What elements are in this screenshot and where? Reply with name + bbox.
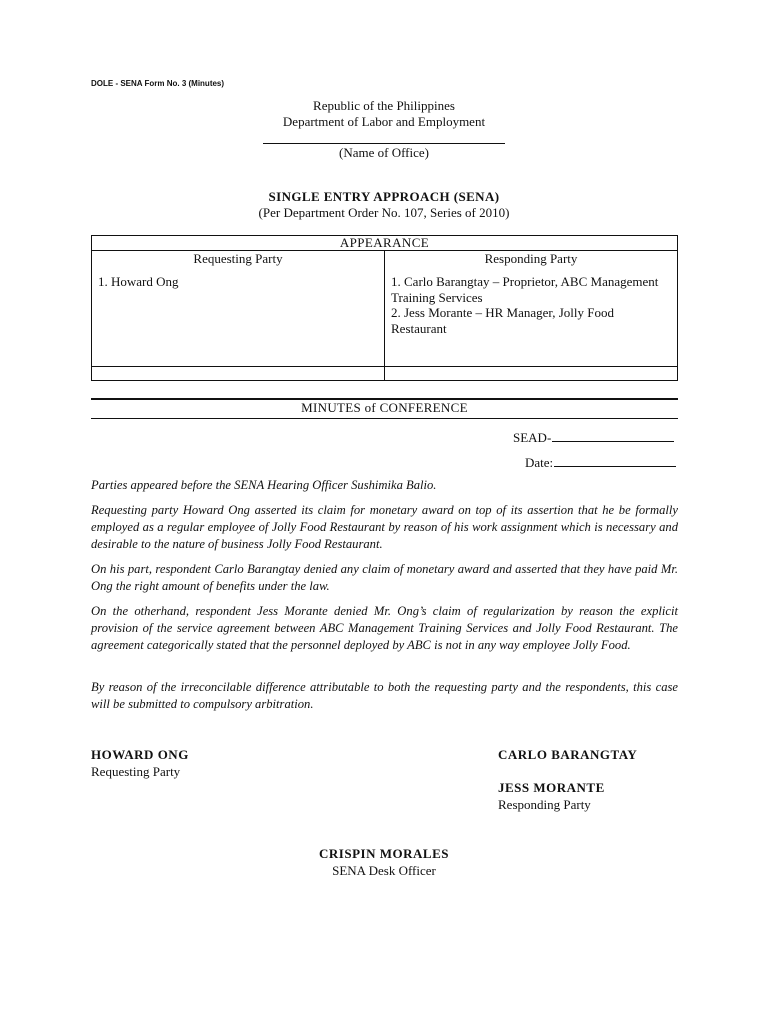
empty-cell	[92, 367, 385, 381]
department-line: Department of Labor and Employment	[282, 114, 486, 129]
minutes-bottom-rule	[91, 418, 678, 419]
office-name-blank	[263, 143, 505, 144]
sead-field	[513, 429, 674, 446]
minutes-paragraph: Parties appeared before the SENA Hearing Officer Sushimika Balio.	[91, 478, 437, 492]
requesting-party-signature	[91, 746, 189, 780]
minutes-paragraph: On his part, respondent Carlo Barangtay denied any claim of monetary award and asserted that they have paid Mr. Ong the right amount of benefits under the law.	[91, 562, 678, 593]
sead-blank[interactable]	[552, 429, 674, 442]
desk-officer-role: SENA Desk Officer	[332, 863, 436, 878]
document-title: SINGLE ENTRY APPROACH (SENA)	[268, 189, 500, 204]
appearance-table	[91, 235, 678, 381]
requesting-party-role: Requesting Party	[91, 764, 181, 779]
date-field	[525, 454, 676, 471]
requesting-party-header: Requesting Party	[92, 251, 385, 268]
desk-officer-signature	[0, 845, 768, 879]
minutes-paragraph: Requesting party Howard Ong asserted its claim for monetary award on top of its assertion that he be formally employed as a regular employee of Jolly Food Restaurant by reason of his work assignment which is necessary and desirable to the nature of business Jolly Food Restaurant.	[91, 503, 678, 551]
requesting-party-name: HOWARD ONG	[91, 747, 189, 762]
minutes-heading: MINUTES of CONFERENCE	[301, 400, 468, 415]
responding-party-header: Responding Party	[385, 251, 678, 268]
date-label: Date:	[525, 455, 554, 470]
responding-party-role: Responding Party	[498, 797, 591, 812]
document-subtitle: (Per Department Order No. 107, Series of 2010)	[258, 205, 510, 220]
minutes-paragraph: By reason of the irreconcilable difference attributable to both the requesting party and the respondents, this case will be submitted to compulsory arbitration.	[91, 680, 678, 711]
responding-party-name: JESS MORANTE	[498, 780, 605, 795]
requesting-party-item: 1. Howard Ong	[98, 274, 179, 289]
office-label: (Name of Office)	[339, 145, 429, 160]
empty-cell	[385, 367, 678, 381]
responding-party-signature	[498, 746, 637, 813]
desk-officer-name: CRISPIN MORALES	[319, 846, 449, 861]
sead-label: SEAD-	[513, 430, 552, 445]
minutes-paragraph: On the otherhand, respondent Jess Morante denied Mr. Ong’s claim of regularization by reason the explicit provision of the service agreement between ABC Management Training Services and Jolly Food Restaurant. The agreement categorically stated that the personnel deployed by ABC is not in any way employee Jolly Food.	[91, 604, 678, 652]
form-code: DOLE - SENA Form No. 3 (Minutes)	[91, 79, 225, 88]
responding-party-cell	[385, 267, 678, 367]
appearance-heading: APPEARANCE	[92, 236, 678, 251]
requesting-party-cell	[92, 267, 385, 367]
responding-party-item: 2. Jess Morante – HR Manager, Jolly Food Restaurant	[391, 305, 614, 336]
responding-party-item: 1. Carlo Barangtay – Proprietor, ABC Management Training Services	[391, 274, 659, 305]
date-blank[interactable]	[554, 454, 676, 467]
responding-party-name: CARLO BARANGTAY	[498, 747, 638, 762]
republic-line: Republic of the Philippines	[313, 98, 455, 113]
